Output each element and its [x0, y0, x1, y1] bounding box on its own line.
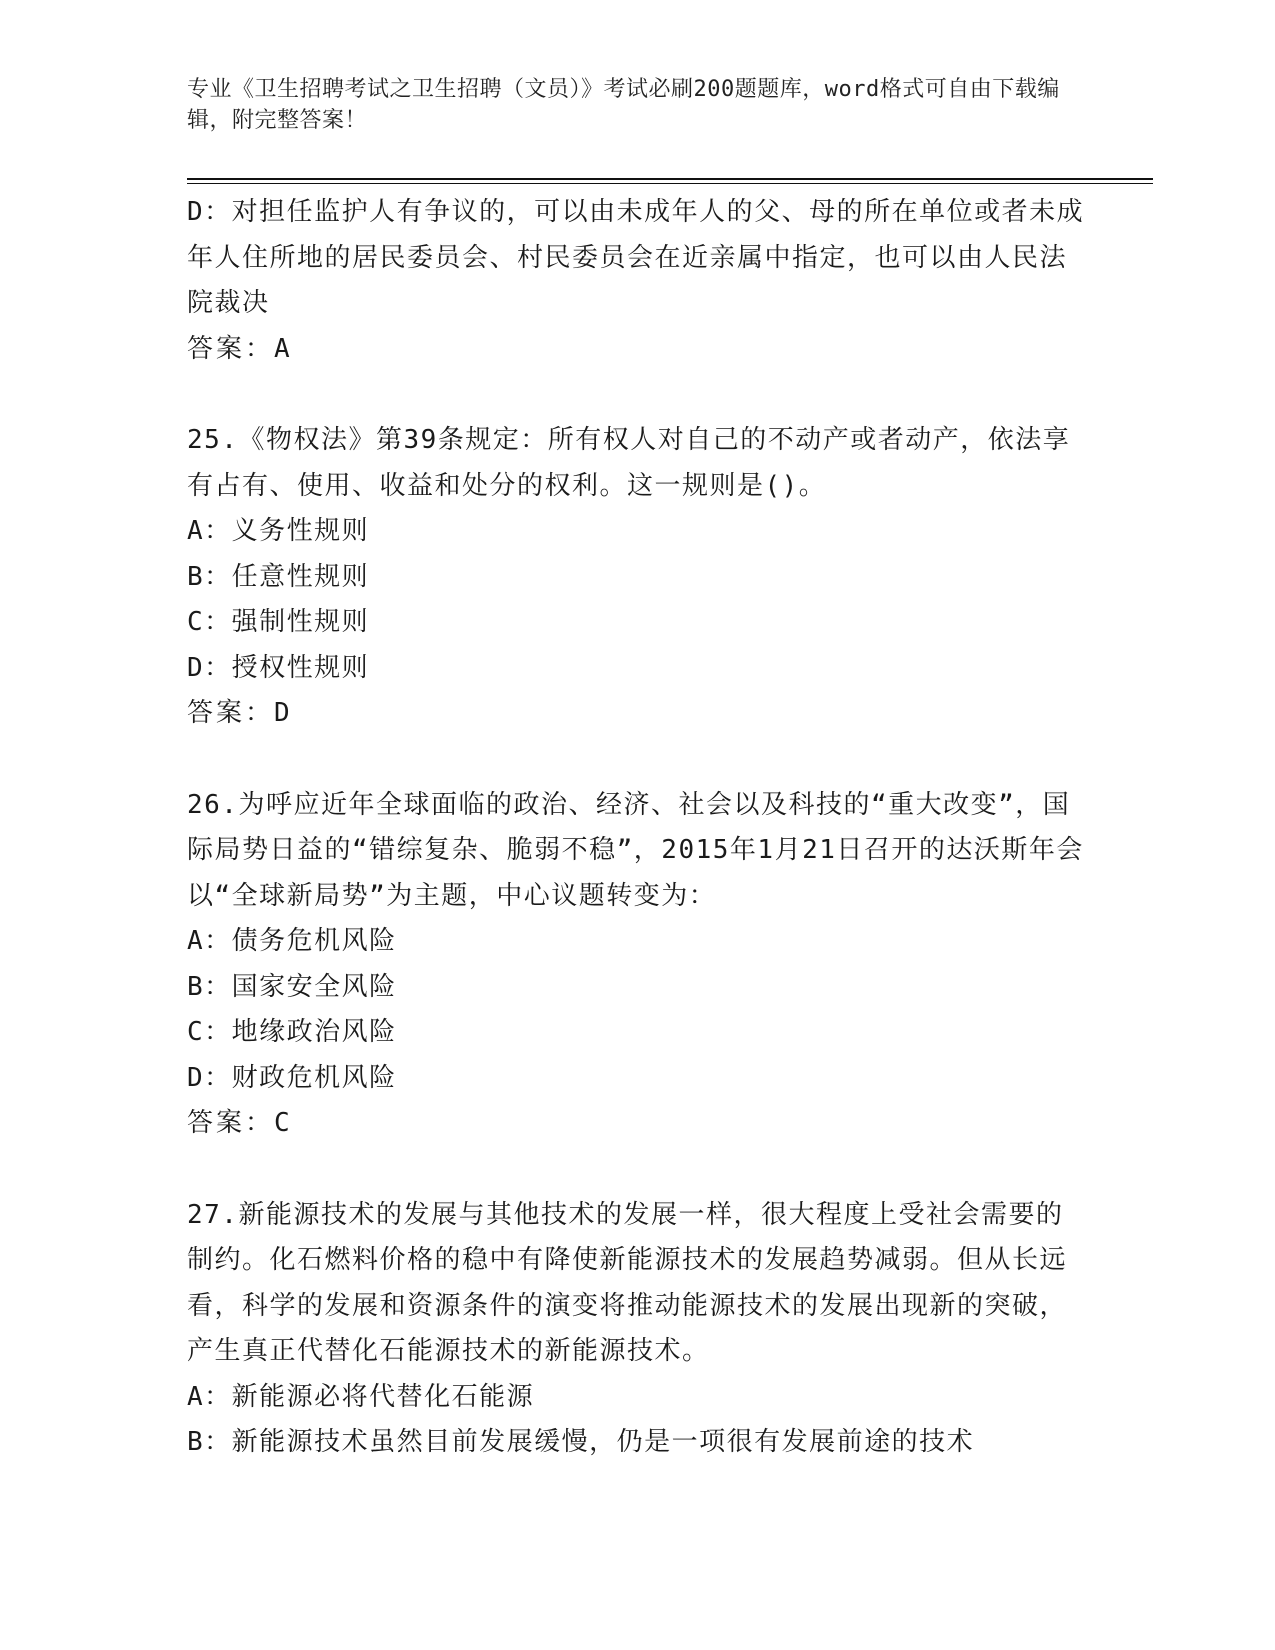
question-25	[187, 418, 1087, 737]
option-d: D：授权性规则	[187, 652, 370, 683]
question-27	[187, 1193, 1087, 1466]
spacer	[187, 737, 1087, 783]
spacer	[187, 372, 1087, 418]
spacer	[187, 1147, 1087, 1193]
option-b: B：任意性规则	[187, 561, 370, 592]
answer-label: 答案：	[187, 698, 275, 728]
option-a: A：新能源必将代替化石能源	[187, 1381, 535, 1412]
question-stem: 27.新能源技术的发展与其他技术的发展一样，很大程度上受社会需要的制约。化石燃料价格的稳中有降使新能源技术的发展趋势减弱。但从长远看，科学的发展和资源条件的演变将推动能源技术的发展出现新的突破，产生真正代替化石能源技术的新能源技术。	[187, 1199, 1068, 1366]
option-a: A：债务危机风险	[187, 926, 397, 956]
document-body	[187, 190, 1087, 1466]
option-d: D：财政危机风险	[187, 1062, 397, 1093]
answer-value: D	[274, 698, 290, 728]
option-b: B：新能源技术虽然目前发展缓慢，仍是一项很有发展前途的技术	[187, 1427, 975, 1457]
answer-value: A	[274, 333, 290, 364]
question-answer	[187, 1101, 1087, 1147]
question-stem: 25.《物权法》第39条规定：所有权人对自己的不动产或者动产，依法享有占有、使用、收益和处分的权利。这一规则是()。	[187, 425, 1071, 501]
question-answer	[187, 691, 1087, 737]
continued-option-d: D：对担任监护人有争议的，可以由未成年人的父、母的所在单位或者未成年人住所地的居民委员会、村民委员会在近亲属中指定，也可以由人民法院裁决	[187, 197, 1085, 318]
header-divider-thick	[187, 178, 1153, 180]
option-a: A：义务性规则	[187, 516, 370, 546]
question-26	[187, 783, 1087, 1147]
document-header: 专业《卫生招聘考试之卫生招聘（文员）》考试必刷200题题库，word格式可自由下载编辑，附完整答案！	[187, 77, 1060, 133]
option-c: C：地缘政治风险	[187, 1017, 397, 1047]
option-b: B：国家安全风险	[187, 971, 397, 1002]
option-c: C：强制性规则	[187, 607, 370, 637]
continued-answer	[187, 327, 1087, 373]
answer-label: 答案：	[187, 333, 275, 364]
question-stem: 26.为呼应近年全球面临的政治、经济、社会以及科技的“重大改变”，国际局势日益的“错综复杂、脆弱不稳”，2015年1月21日召开的达沃斯年会以“全球新局势”为主题，中心议题转变为：	[187, 789, 1084, 911]
answer-value: C	[274, 1108, 290, 1138]
header-divider-thin	[187, 183, 1153, 184]
answer-label: 答案：	[187, 1108, 275, 1138]
